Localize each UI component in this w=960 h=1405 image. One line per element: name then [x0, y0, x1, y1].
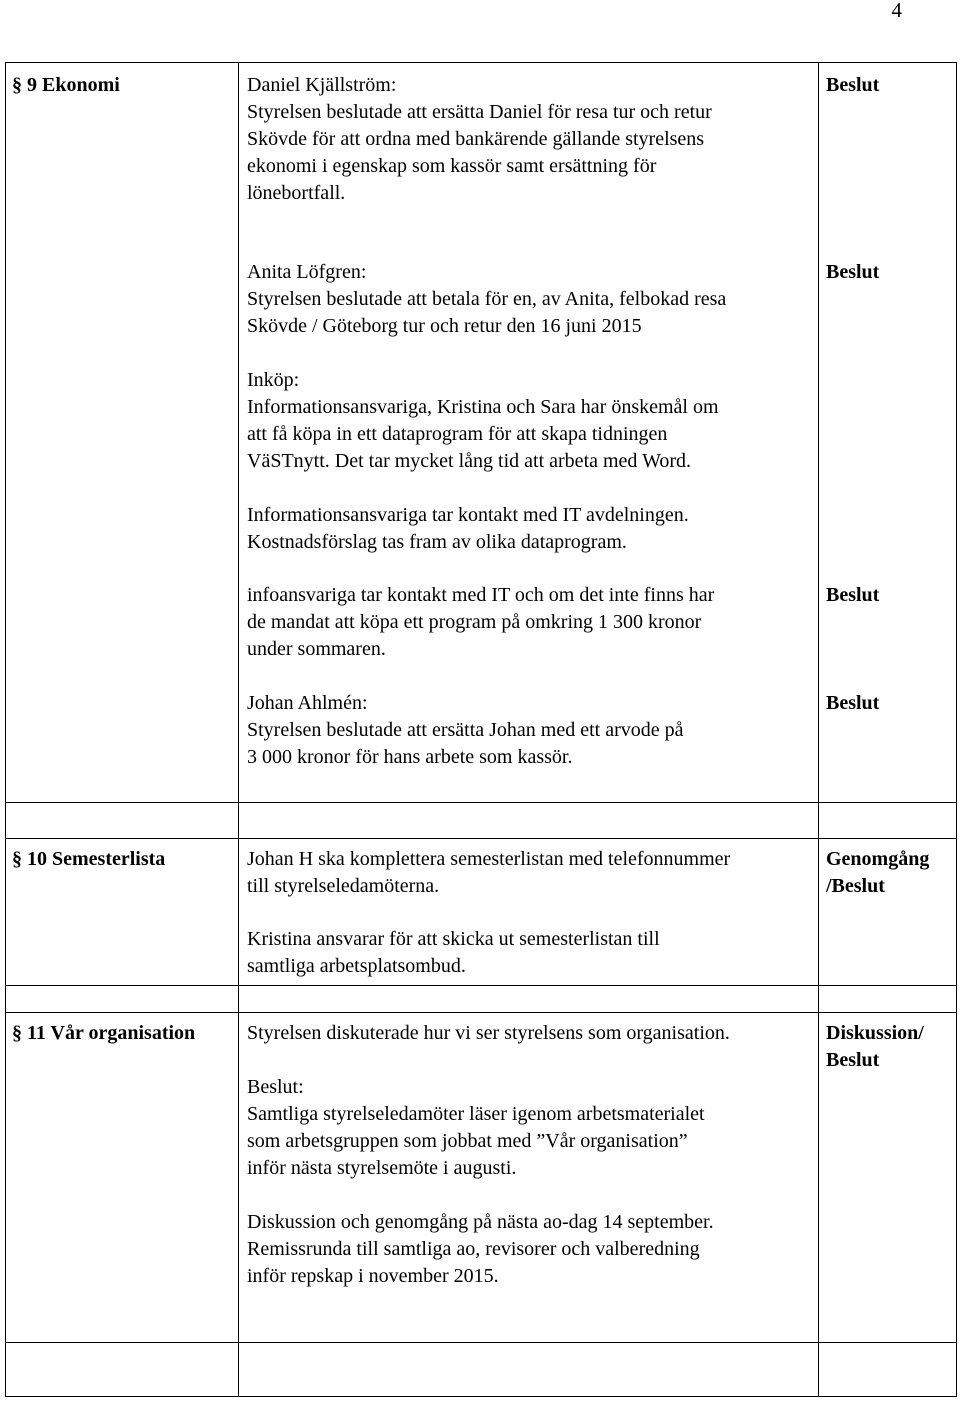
- s11-line: inför nästa styrelsemöte i augusti.: [247, 1157, 517, 1179]
- s10-line: Johan H ska komplettera semesterlistan med telefonnummer: [247, 848, 731, 870]
- s9-daniel-line: Styrelsen beslutade att ersätta Daniel för resa tur och retur: [247, 101, 712, 123]
- section-11-heading: § 11 Vår organisation: [12, 1022, 196, 1044]
- table-rule-spacer2-bottom: [5, 1012, 957, 1013]
- table-rule-s10-bottom: [5, 985, 957, 986]
- s11-line: Styrelsen diskuterade hur vi ser styrelsens som organisation.: [247, 1022, 730, 1044]
- s9-inkop-line: Informationsansvariga, Kristina och Sara har önskemål om: [247, 396, 719, 418]
- table-rule-s11-bottom: [5, 1342, 957, 1343]
- s11-beslut-label: Beslut:: [247, 1076, 304, 1098]
- s11-line: Diskussion och genomgång på nästa ao-dag 14 september.: [247, 1211, 714, 1233]
- s10-line: till styrelseledamöterna.: [247, 875, 440, 897]
- s9-inkop-line: de mandat att köpa ett program på omkring 1 300 kronor: [247, 611, 702, 633]
- s9-anita-name: Anita Löfgren:: [247, 261, 367, 283]
- s9-inkop-line: under sommaren.: [247, 638, 386, 660]
- s9-inkop-line: infoansvariga tar kontakt med IT och om det inte finns har: [247, 584, 715, 606]
- s11-line: som arbetsgruppen som jobbat med ”Vår organisation”: [247, 1130, 688, 1152]
- s9-daniel-decision: Beslut: [826, 74, 880, 96]
- s9-inkop-label: Inköp:: [247, 369, 300, 391]
- s9-inkop-decision: Beslut: [826, 584, 880, 606]
- s10-line: samtliga arbetsplatsombud.: [247, 955, 466, 977]
- table-col-divider-2: [818, 62, 819, 1397]
- s11-line: Samtliga styrelseledamöter läser igenom arbetsmaterialet: [247, 1103, 705, 1125]
- section-9-heading: § 9 Ekonomi: [12, 74, 120, 96]
- table-border-bottom: [5, 1396, 957, 1397]
- s11-line: Remissrunda till samtliga ao, revisorer och valberedning: [247, 1238, 700, 1260]
- table-rule-spacer-bottom: [5, 838, 957, 839]
- s9-inkop-line: att få köpa in ett dataprogram för att skapa tidningen: [247, 423, 668, 445]
- s9-anita-decision: Beslut: [826, 261, 880, 283]
- table-border-top: [5, 62, 957, 63]
- s11-decision: Beslut: [826, 1049, 880, 1071]
- s9-johan-line: 3 000 kronor för hans arbete som kassör.: [247, 746, 573, 768]
- s9-johan-name: Johan Ahlmén:: [247, 692, 368, 714]
- section-10-heading: § 10 Semesterlista: [12, 848, 166, 870]
- s9-inkop-line: Informationsansvariga tar kontakt med IT avdelningen.: [247, 504, 689, 526]
- s9-johan-decision: Beslut: [826, 692, 880, 714]
- s11-decision: Diskussion/: [826, 1022, 924, 1044]
- table-border-right: [956, 62, 957, 1397]
- s9-inkop-line: Kostnadsförslag tas fram av olika dataprogram.: [247, 531, 627, 553]
- s9-daniel-line: lönebortfall.: [247, 182, 346, 204]
- s9-anita-line: Styrelsen beslutade att betala för en, av Anita, felbokad resa: [247, 288, 727, 310]
- s11-line: inför repskap i november 2015.: [247, 1265, 499, 1287]
- s9-daniel-line: ekonomi i egenskap som kassör samt ersättning för: [247, 155, 657, 177]
- s9-anita-line: Skövde / Göteborg tur och retur den 16 juni 2015: [247, 315, 642, 337]
- table-rule-s9-bottom: [5, 802, 957, 803]
- s9-johan-line: Styrelsen beslutade att ersätta Johan med ett arvode på: [247, 719, 684, 741]
- s9-daniel-line: Skövde för att ordna med bankärende gällande styrelsens: [247, 128, 705, 150]
- s10-decision: /Beslut: [826, 875, 885, 897]
- s9-inkop-line: VäSTnytt. Det tar mycket lång tid att arbeta med Word.: [247, 450, 692, 472]
- page-number: 4: [891, 0, 902, 22]
- s10-line: Kristina ansvarar för att skicka ut semesterlistan till: [247, 928, 660, 950]
- table-border-left: [5, 62, 6, 1397]
- table-col-divider-1: [238, 62, 239, 1397]
- s9-daniel-name: Daniel Kjällström:: [247, 74, 397, 96]
- s10-decision: Genomgång: [826, 848, 930, 870]
